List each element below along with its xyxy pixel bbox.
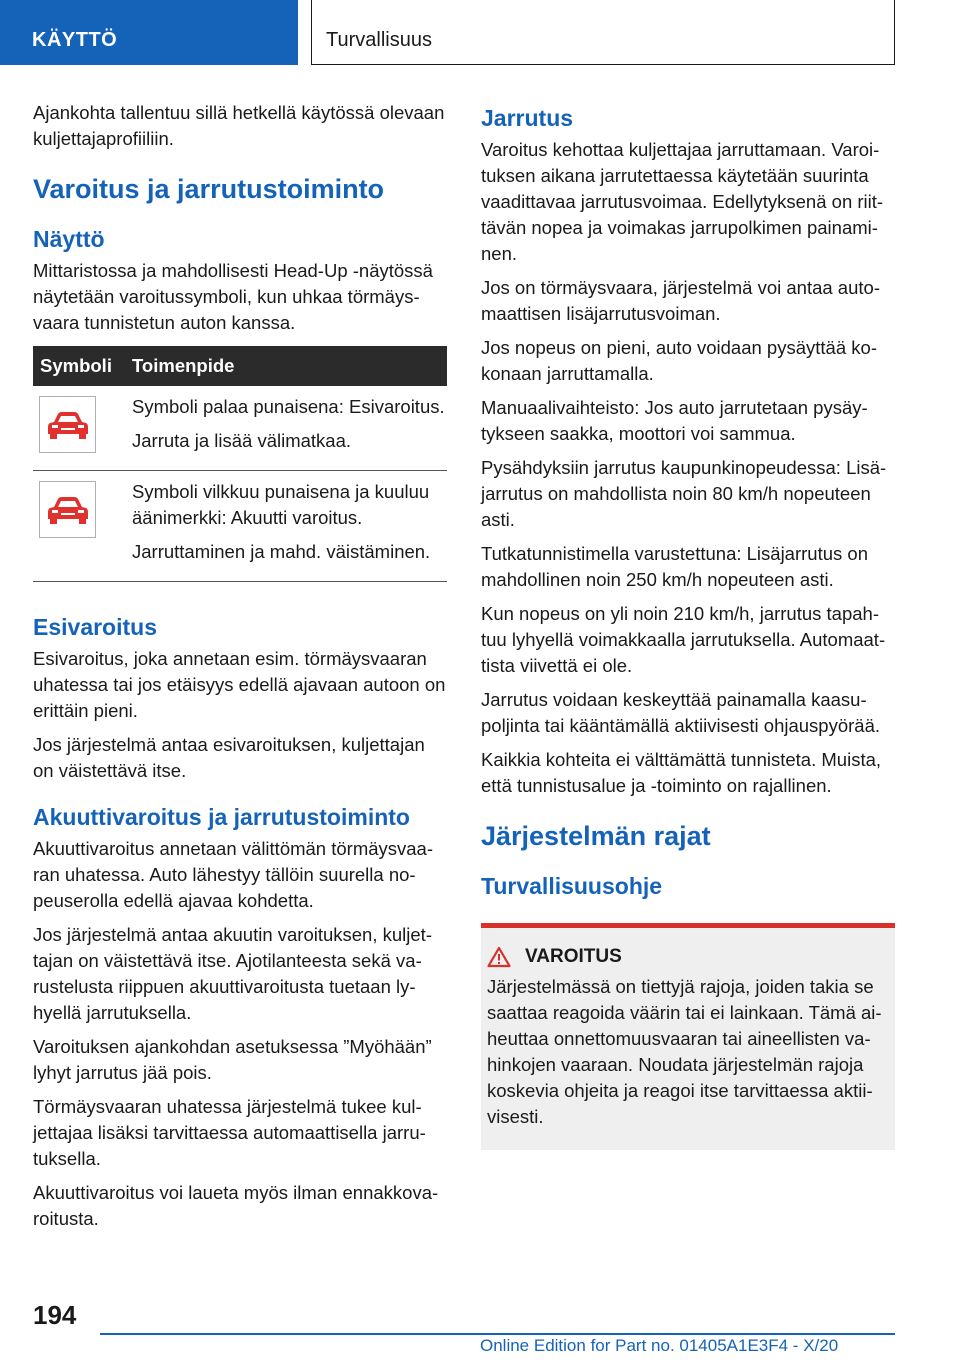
intro-paragraph: Ajankohta tallentuu sillä hetkellä käytössä olevaan kuljettajaprofiiliin. [33, 102, 445, 149]
col-symbol-header: Symboli [40, 355, 112, 376]
braking-paragraph-9: Kaikkia kohteita ei välttämättä tunnisteta. Muista, että tunnistusalue ja -toiminto on rajallinen. [481, 749, 882, 796]
braking-paragraph-4: Manuaalivaihteisto: Jos auto jarrutetaan pysäytykseen saakka, moottori voi sammua. [481, 397, 868, 444]
acute-paragraph-4: Törmäysvaaran uhatessa järjestelmä tukee kuljettajaa lisäksi tarvittaessa automaattisella jarrutuksella. [33, 1096, 426, 1169]
braking-paragraph-3: Jos nopeus on pieni, auto voidaan pysäyttää kokonaan jarruttamalla. [481, 337, 877, 384]
row1-line2: Jarruta ja lisää välimatkaa. [132, 430, 352, 451]
table-row [33, 471, 447, 582]
prewarning-paragraph-1: Esivaroitus, joka annetaan esim. törmäysvaaran uhatessa tai jos etäisyys edellä ajavaan autoon on erittäin pieni. [33, 648, 446, 721]
section-title-system-limits: Järjestelmän rajat [481, 821, 711, 851]
safety-heading: Turvallisuusohje [481, 873, 663, 899]
acute-paragraph-2: Jos järjestelmä antaa akuutin varoituksen, kuljettajan on väistettävä itse. Ajotilanteesta sekä varustelusta riippuen akuuttivaroitusta tuetaan lyhyellä jarrutuksella. [33, 924, 432, 1023]
symbol-table [33, 346, 447, 582]
warning-title [487, 946, 887, 968]
car-warning-icon [39, 396, 96, 453]
prewarning-heading: Esivaroitus [33, 614, 157, 640]
acute-paragraph-5: Akuuttivaroitus voi laueta myös ilman ennakkovaroitusta. [33, 1182, 439, 1229]
acute-heading: Akuuttivaroitus ja jarrutustoiminto [33, 804, 410, 830]
warning-label: VAROITUS [525, 946, 622, 967]
col-action-header: Toimenpide [132, 355, 235, 376]
prewarning-paragraph-2: Jos järjestelmä antaa esivaroituksen, kuljettajan on väistettävä itse. [33, 734, 425, 781]
braking-paragraph-8: Jarrutus voidaan keskeyttää painamalla kaasupoljinta tai kääntämällä aktiivisesti ohjauspyörää. [481, 689, 880, 736]
display-paragraph: Mittaristossa ja mahdollisesti Head-Up -näytössä näytetään varoitussymboli, kun uhkaa törmäysvaara tunnistetun auton kanssa. [33, 260, 433, 333]
warning-triangle-icon [487, 946, 511, 968]
section-title-warning-braking: Varoitus ja jarrutustoiminto [33, 174, 385, 204]
symbol-table-header [33, 346, 447, 386]
right-column [481, 103, 895, 1150]
row2-line1: Symboli vilkkuu punaisena ja kuuluu äänimerkki: Akuutti varoitus. [132, 481, 430, 528]
left-column [33, 100, 447, 1240]
braking-paragraph-5: Pysähdyksiin jarrutus kaupunkinopeudessa: Lisäjarrutus on mahdollista noin 80 km/h nopeuteen asti. [481, 457, 887, 530]
warning-text: Järjestelmässä on tiettyjä rajoja, joiden takia se saattaa reagoida väärin tai ei lainkaan. Tämä aiheuttaa onnettomuusvaaran tai aineellisten vahinkojen vaaraan. Noudata järjestelmän rajoja koskevia ohjeita ja reagoi itse tarvittaessa aktiivisesti. [487, 976, 882, 1127]
acute-paragraph-1: Akuuttivaroitus annetaan välittömän törmäysvaaran uhatessa. Auto lähestyy tällöin suurella nopeuserolla edellä ajavaa kohdetta. [33, 838, 434, 911]
acute-paragraph-3: Varoituksen ajankohdan asetuksessa ”Myöhään” lyhyt jarrutus jää pois. [33, 1036, 432, 1083]
display-heading: Näyttö [33, 226, 105, 252]
chapter-tab: KÄYTTÖ [0, 0, 298, 65]
warning-box [481, 923, 895, 1150]
table-row [33, 386, 447, 471]
row2-line2: Jarruttaminen ja mahd. väistäminen. [132, 541, 431, 562]
braking-paragraph-7: Kun nopeus on yli noin 210 km/h, jarrutus tapahtuu lyhyellä voimakkaalla jarrutuksella. Automaattista viivettä ei ole. [481, 603, 886, 676]
page-number: 194 [33, 1300, 77, 1330]
footer-edition: Online Edition for Part no. 01405A1E3F4 - X/20 [480, 1336, 839, 1355]
braking-paragraph-1: Varoitus kehottaa kuljettajaa jarruttamaan. Varoituksen aikana jarrutettaessa käytetään suurinta vaadittavaa jarrutusvoimaa. Edellytyksenä on riittävän nopea ja voimakas jarrupolkimen painaminen. [481, 139, 884, 264]
car-warning-icon [39, 481, 96, 538]
section-tab: Turvallisuus [311, 0, 895, 65]
braking-paragraph-6: Tutkatunnistimella varustettuna: Lisäjarrutus on mahdollinen noin 250 km/h nopeuteen asti. [481, 543, 868, 590]
row1-line1: Symboli palaa punaisena: Esivaroitus. [132, 396, 445, 417]
braking-paragraph-2: Jos on törmäysvaara, järjestelmä voi antaa automaattisen lisäjarrutusvoiman. [481, 277, 880, 324]
braking-heading: Jarrutus [481, 105, 574, 131]
footer-divider [100, 1333, 895, 1335]
